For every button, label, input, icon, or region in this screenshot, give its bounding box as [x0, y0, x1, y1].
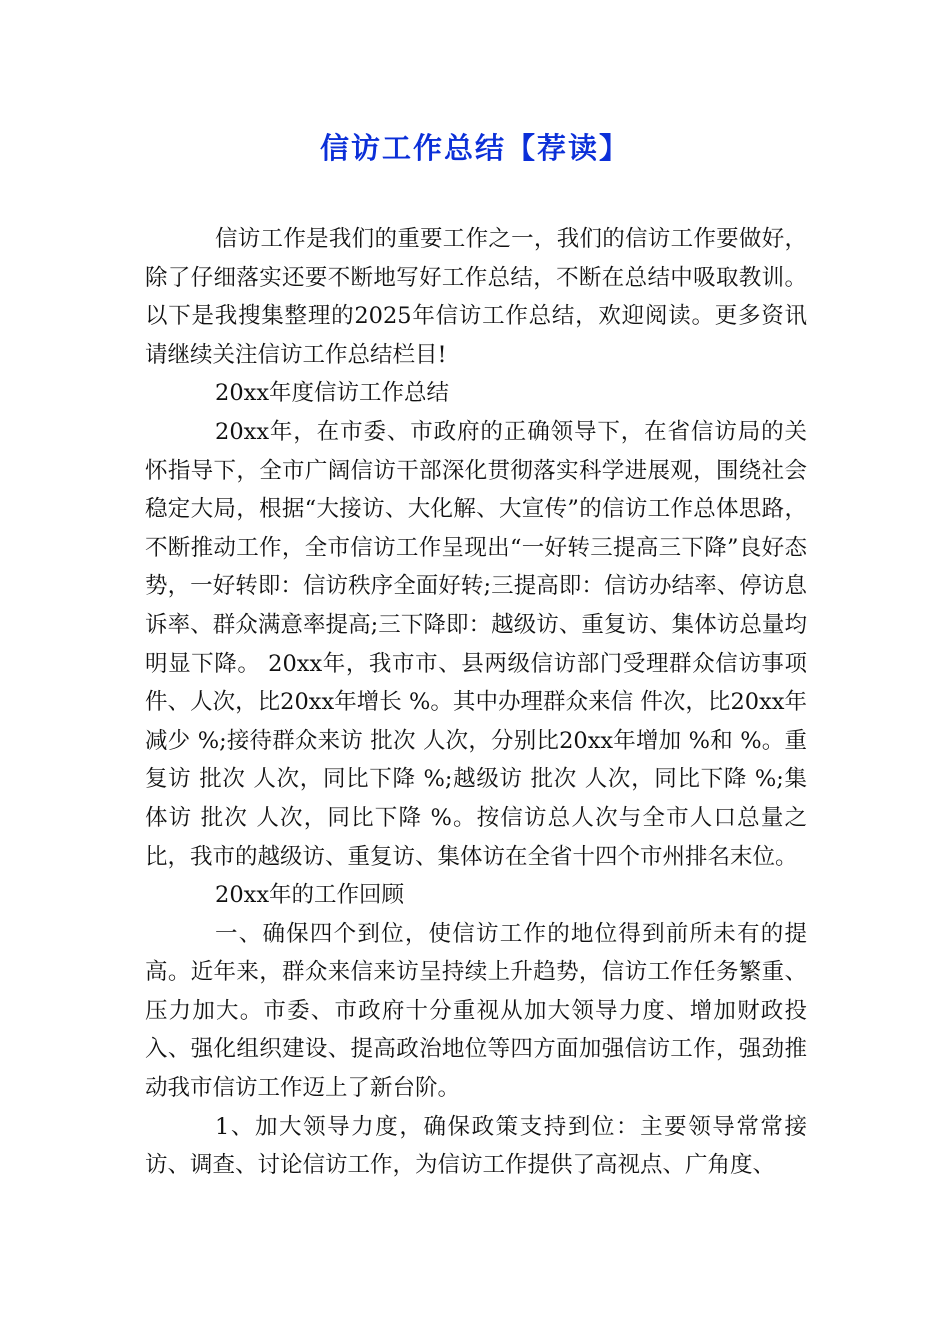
paragraph-intro: 信访工作是我们的重要工作之一，我们的信访工作要做好，除了仔细落实还要不断地写好工作总结，不断在总结中吸取教训。以下是我搜集整理的2025年信访工作总结，欢迎阅读。更多资讯请继续关注信访工作总结栏目! [145, 226, 807, 368]
paragraph-sub-point-one: 1、加大领导力度，确保政策支持到位：主要领导常常接访、调查、讨论信访工作，为信访工作提供了高视点、广角度、 [145, 1113, 807, 1179]
section-heading-annual-summary: 20xx年度信访工作总结 [215, 380, 450, 407]
paragraph-point-one: 一、确保四个到位，使信访工作的地位得到前所未有的提高。近年来，群众来信来访呈持续上升趋势，信访工作任务繁重、压力加大。市委、市政府十分重视从加大领导力度、增加财政投入、强化组织建设、提高政治地位等四方面加强信访工作，强劲推动我市信访工作迈上了新台阶。 [145, 920, 807, 1102]
document-body [145, 220, 807, 1185]
document-title: 信访工作总结【荐读】 [319, 131, 630, 165]
paragraph-annual-overview: 20xx年，在市委、市政府的正确领导下，在省信访局的关怀指导下，全市广阔信访干部深化贯彻落实科学进展观，围绕社会稳定大局，根据“大接访、大化解、大宣传”的信访工作总体思路，不断推动工作，全市信访工作呈现出“一好转三提高三下降”良好态势，一好转即：信访秩序全面好转;三提高即：信访办结率、停访息诉率、群众满意率提高;三下降即：越级访、重复访、集体访总量均明显下降。 20xx年，我市市、县两级信访部门受理群众信访事项 件、人次，比20xx年增长 %。其中办理群众来信 件次，比20xx年减少 %;接待群众来访 批次 人次，分别比20xx年增加 %和 %。重复访 批次 人次，同比下降 %;越级访 批次 人次，同比下降 %;集体访 批次 人次，同比下降 %。按信访总人次与全市人口总量之比，我市的越级访、重复访、集体访在全省十四个市州排名末位。 [145, 418, 807, 870]
section-heading-work-review: 20xx年的工作回顾 [215, 882, 405, 909]
